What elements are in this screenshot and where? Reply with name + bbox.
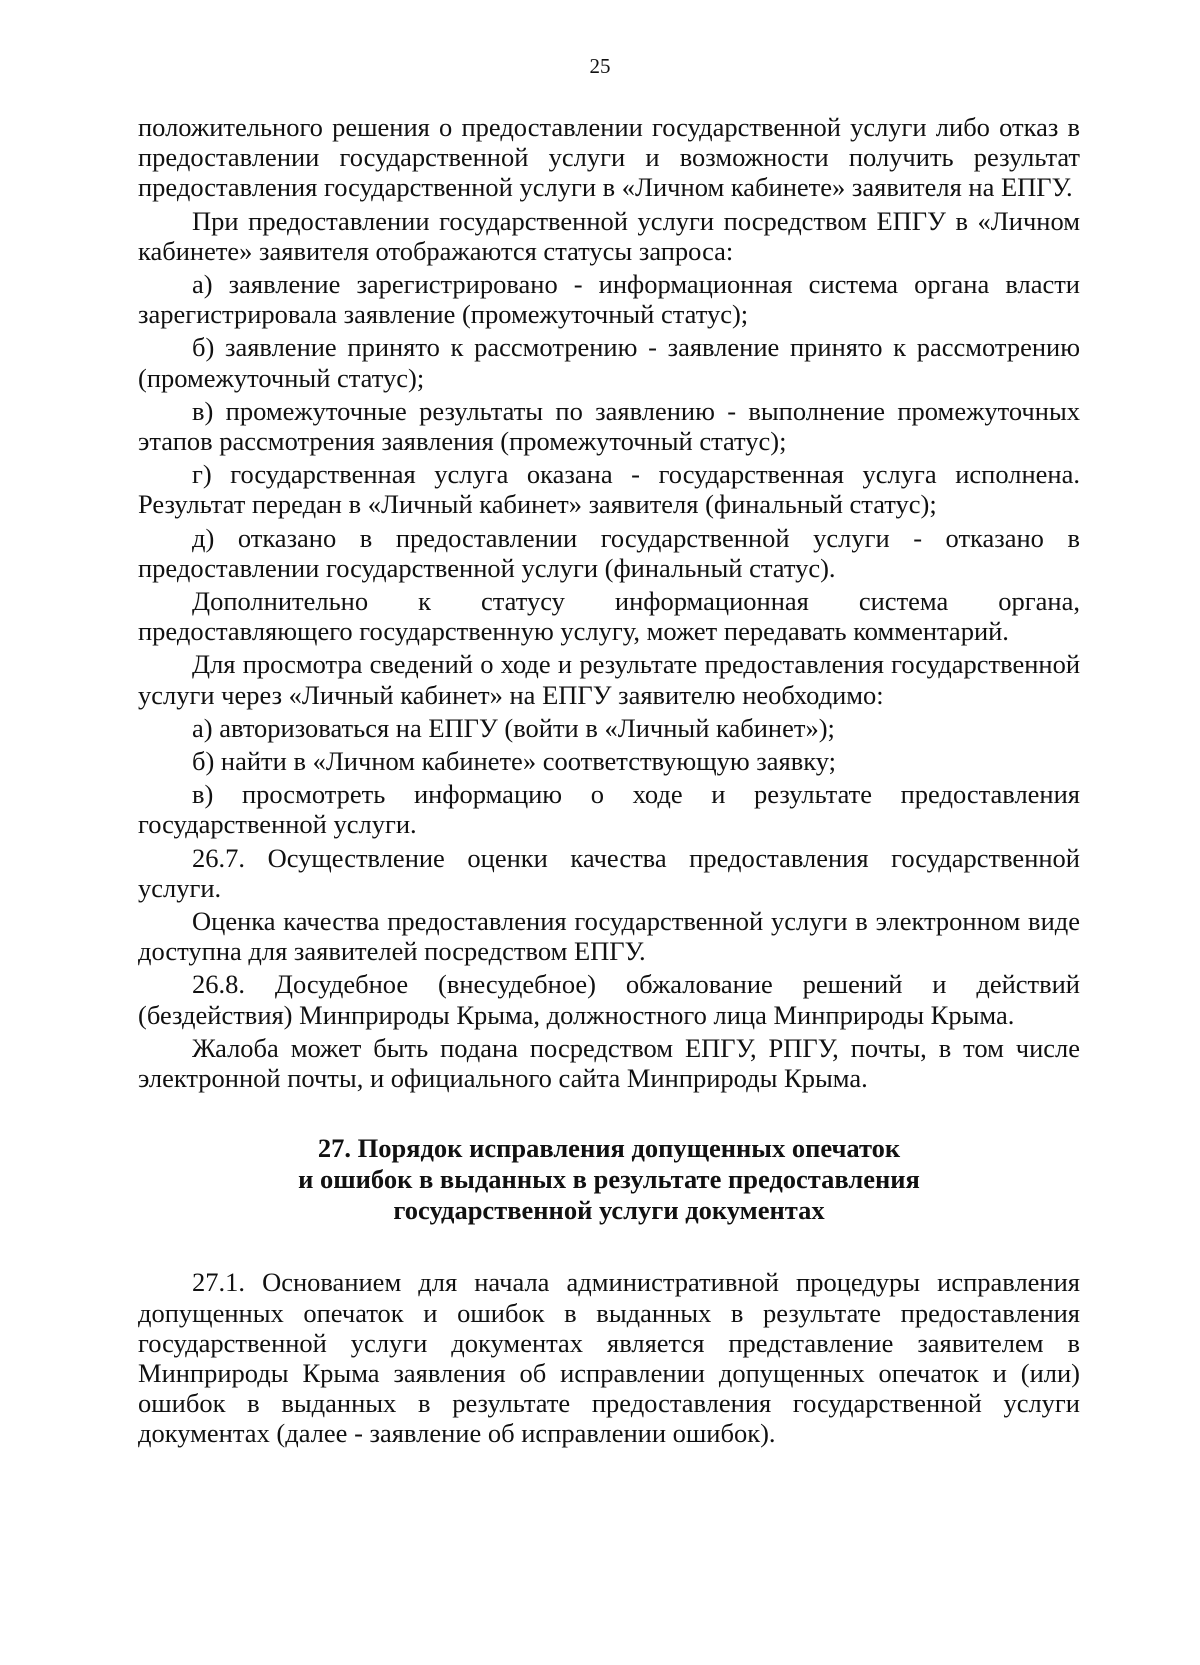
document-body [138,112,1080,1452]
paragraph: Дополнительно к статусу информационная система органа, предоставляющего государственную услугу, может передавать комментарий. [138,586,1080,647]
heading-line: и ошибок в выданных в результате предоставления [298,1164,920,1195]
section-paragraph: 27.1. Основанием для начала административной процедуры исправления допущенных опечаток и ошибок в выданных в результате предоставления государственной услуги документах является представление заявителем в Минприроды Крыма заявления об исправлении допущенных опечаток и (или) ошибок в выданных в результате предоставления государственной услуги документах (далее - заявление об исправлении ошибок). [138,1267,1080,1449]
paragraph: При предоставлении государственной услуги посредством ЕПГУ в «Личном кабинете» заявителя отображаются статусы запроса: [138,205,1080,266]
list-item: в) промежуточные результаты по заявлению - выполнение промежуточных этапов рассмотрения заявления (промежуточный статус); [138,395,1080,457]
heading-line: 27. Порядок исправления допущенных опечаток [317,1133,901,1164]
list-item: а) заявление зарегистрировано - информационная система органа власти зарегистрировала заявление (промежуточный статус); [138,269,1080,330]
paragraphs-after [138,1267,1080,1448]
paragraph: Оценка качества предоставления государственной услуги в электронном виде доступна для заявителей посредством ЕПГУ. [138,906,1080,967]
list-item: в) просмотреть информацию о ходе и результате предоставления государственной услуги. [138,779,1080,840]
list-item: д) отказано в предоставлении государственной услуги - отказано в предоставлении государственной услуги (финальный статус). [138,522,1080,583]
list-item: б) заявление принято к рассмотрению - заявление принято к рассмотрению (промежуточный статус); [138,332,1080,393]
heading-line: государственной услуги документах [393,1195,825,1226]
list-item: г) государственная услуга оказана - государственная услуга исполнена. Результат передан в «Личный кабинет» заявителя (финальный статус); [138,459,1080,520]
paragraphs-before [138,112,1080,1093]
section-paragraph: 26.8. Досудебное (внесудебное) обжалование решений и действий (бездействия) Минприроды Крыма, должностного лица Минприроды Крыма. [138,969,1080,1030]
section-heading [138,1133,1080,1226]
paragraph: Для просмотра сведений о ходе и результате предоставления государственной услуги через «Личный кабинет» на ЕПГУ заявителю необходимо: [138,649,1080,710]
section-paragraph: 26.7. Осуществление оценки качества предоставления государственной услуги. [138,842,1080,903]
page-number: 25 [589,54,611,78]
paragraph: Жалоба может быть подана посредством ЕПГУ, РПГУ, почты, в том числе электронной почты, и официального сайта Минприроды Крыма. [138,1032,1080,1094]
list-item: б) найти в «Личном кабинете» соответствующую заявку; [192,746,836,777]
paragraph: положительного решения о предоставлении государственной услуги либо отказ в предоставлении государственной услуги и возможности получить результат предоставления государственной услуги в «Личном кабинете» заявителя на ЕПГУ. [138,112,1080,203]
list-item: а) авторизоваться на ЕПГУ (войти в «Личный кабинет»); [192,712,835,743]
